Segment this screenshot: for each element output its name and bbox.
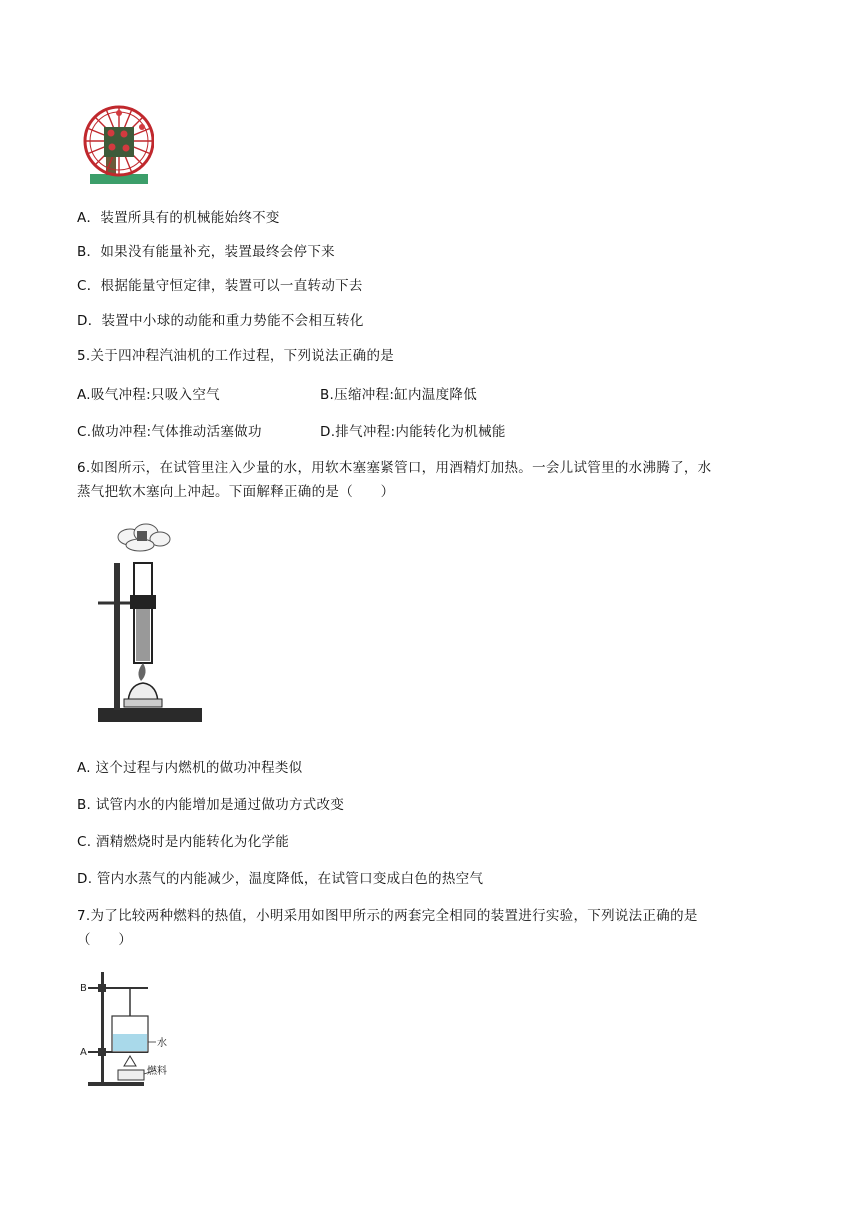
q6-option-b: B. 试管内水的内能增加是通过做功方式改变 — [77, 797, 345, 813]
q6-stem-line2: 蒸气把软木塞向上冲起。下面解释正确的是（ ） — [77, 484, 395, 500]
q6-option-c: C. 酒精燃烧时是内能转化为化学能 — [77, 834, 290, 850]
fuel-heating-apparatus-figure — [78, 966, 178, 1090]
label-a: A — [80, 1047, 87, 1058]
q5-stem: 5.关于四冲程汽油机的工作过程，下列说法正确的是 — [77, 348, 395, 364]
label-water: 水 — [157, 1038, 167, 1049]
q7-stem-line1: 7.为了比较两种燃料的热值，小明采用如图甲所示的两套完全相同的装置进行实验，下列说法正确的是 — [77, 908, 698, 924]
q4-option-a: A．装置所具有的机械能始终不变 — [77, 210, 280, 226]
q4-option-b: B．如果没有能量补充，装置最终会停下来 — [77, 244, 335, 260]
q4-option-c: C．根据能量守恒定律，装置可以一直转动下去 — [77, 278, 363, 294]
q5-option-a: A.吸气冲程:只吸入空气 — [77, 387, 220, 403]
label-b: B — [80, 983, 87, 994]
label-fuel: 燃料 — [147, 1066, 167, 1077]
test-tube-experiment-figure — [94, 523, 206, 729]
q6-option-d: D. 管内水蒸气的内能减少，温度降低，在试管口变成白色的热空气 — [77, 871, 484, 887]
q6-option-a: A. 这个过程与内燃机的做功冲程类似 — [77, 760, 303, 776]
wheel-device-figure — [82, 103, 154, 185]
q5-option-b: B.压缩冲程:缸内温度降低 — [320, 387, 478, 403]
q6-stem-line1: 6.如图所示，在试管里注入少量的水，用软木塞塞紧管口，用酒精灯加热。一会儿试管里的水沸腾了，水 — [77, 460, 712, 476]
q4-option-d: D．装置中小球的动能和重力势能不会相互转化 — [77, 313, 364, 329]
q5-option-c: C.做功冲程:气体推动活塞做功 — [77, 424, 262, 440]
q5-option-d: D.排气冲程:内能转化为机械能 — [320, 424, 506, 440]
q7-stem-line2: （ ） — [77, 932, 133, 948]
